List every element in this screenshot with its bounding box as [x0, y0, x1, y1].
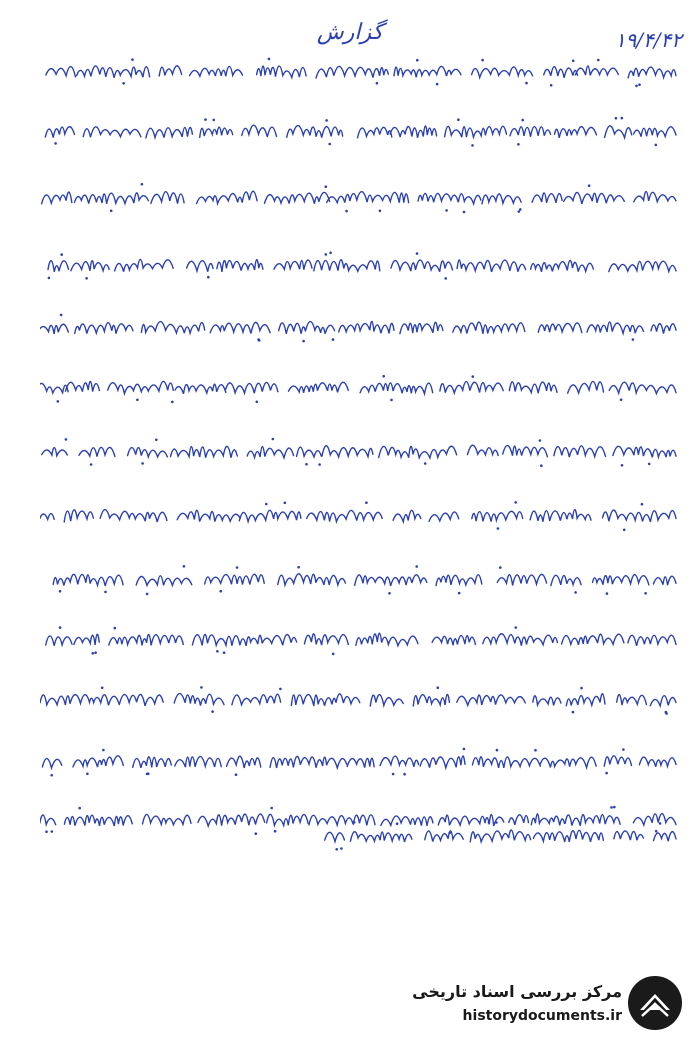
- handwritten-line: [40, 52, 680, 90]
- book-emblem-icon: [626, 974, 684, 1032]
- handwritten-line: [40, 112, 680, 150]
- handwritten-line: [40, 742, 680, 780]
- document-date: ۱۹/۴/۴۲: [614, 28, 682, 52]
- watermark-logo: [410, 970, 690, 1040]
- handwritten-line: [40, 368, 680, 406]
- handwritten-line: [40, 620, 680, 658]
- handwritten-line: [40, 246, 680, 284]
- handwritten-line: [40, 496, 680, 534]
- handwritten-line: [320, 816, 680, 854]
- document-title: گزارش: [316, 20, 384, 45]
- handwritten-line: [40, 560, 680, 598]
- handwritten-line: [40, 432, 680, 470]
- watermark-url: historydocuments.ir: [462, 1008, 622, 1024]
- handwritten-line: [40, 680, 680, 718]
- handwritten-line: [40, 178, 680, 216]
- watermark-name: مرکز بررسی اسناد تاریخی: [412, 982, 622, 1001]
- handwritten-line: [40, 308, 680, 346]
